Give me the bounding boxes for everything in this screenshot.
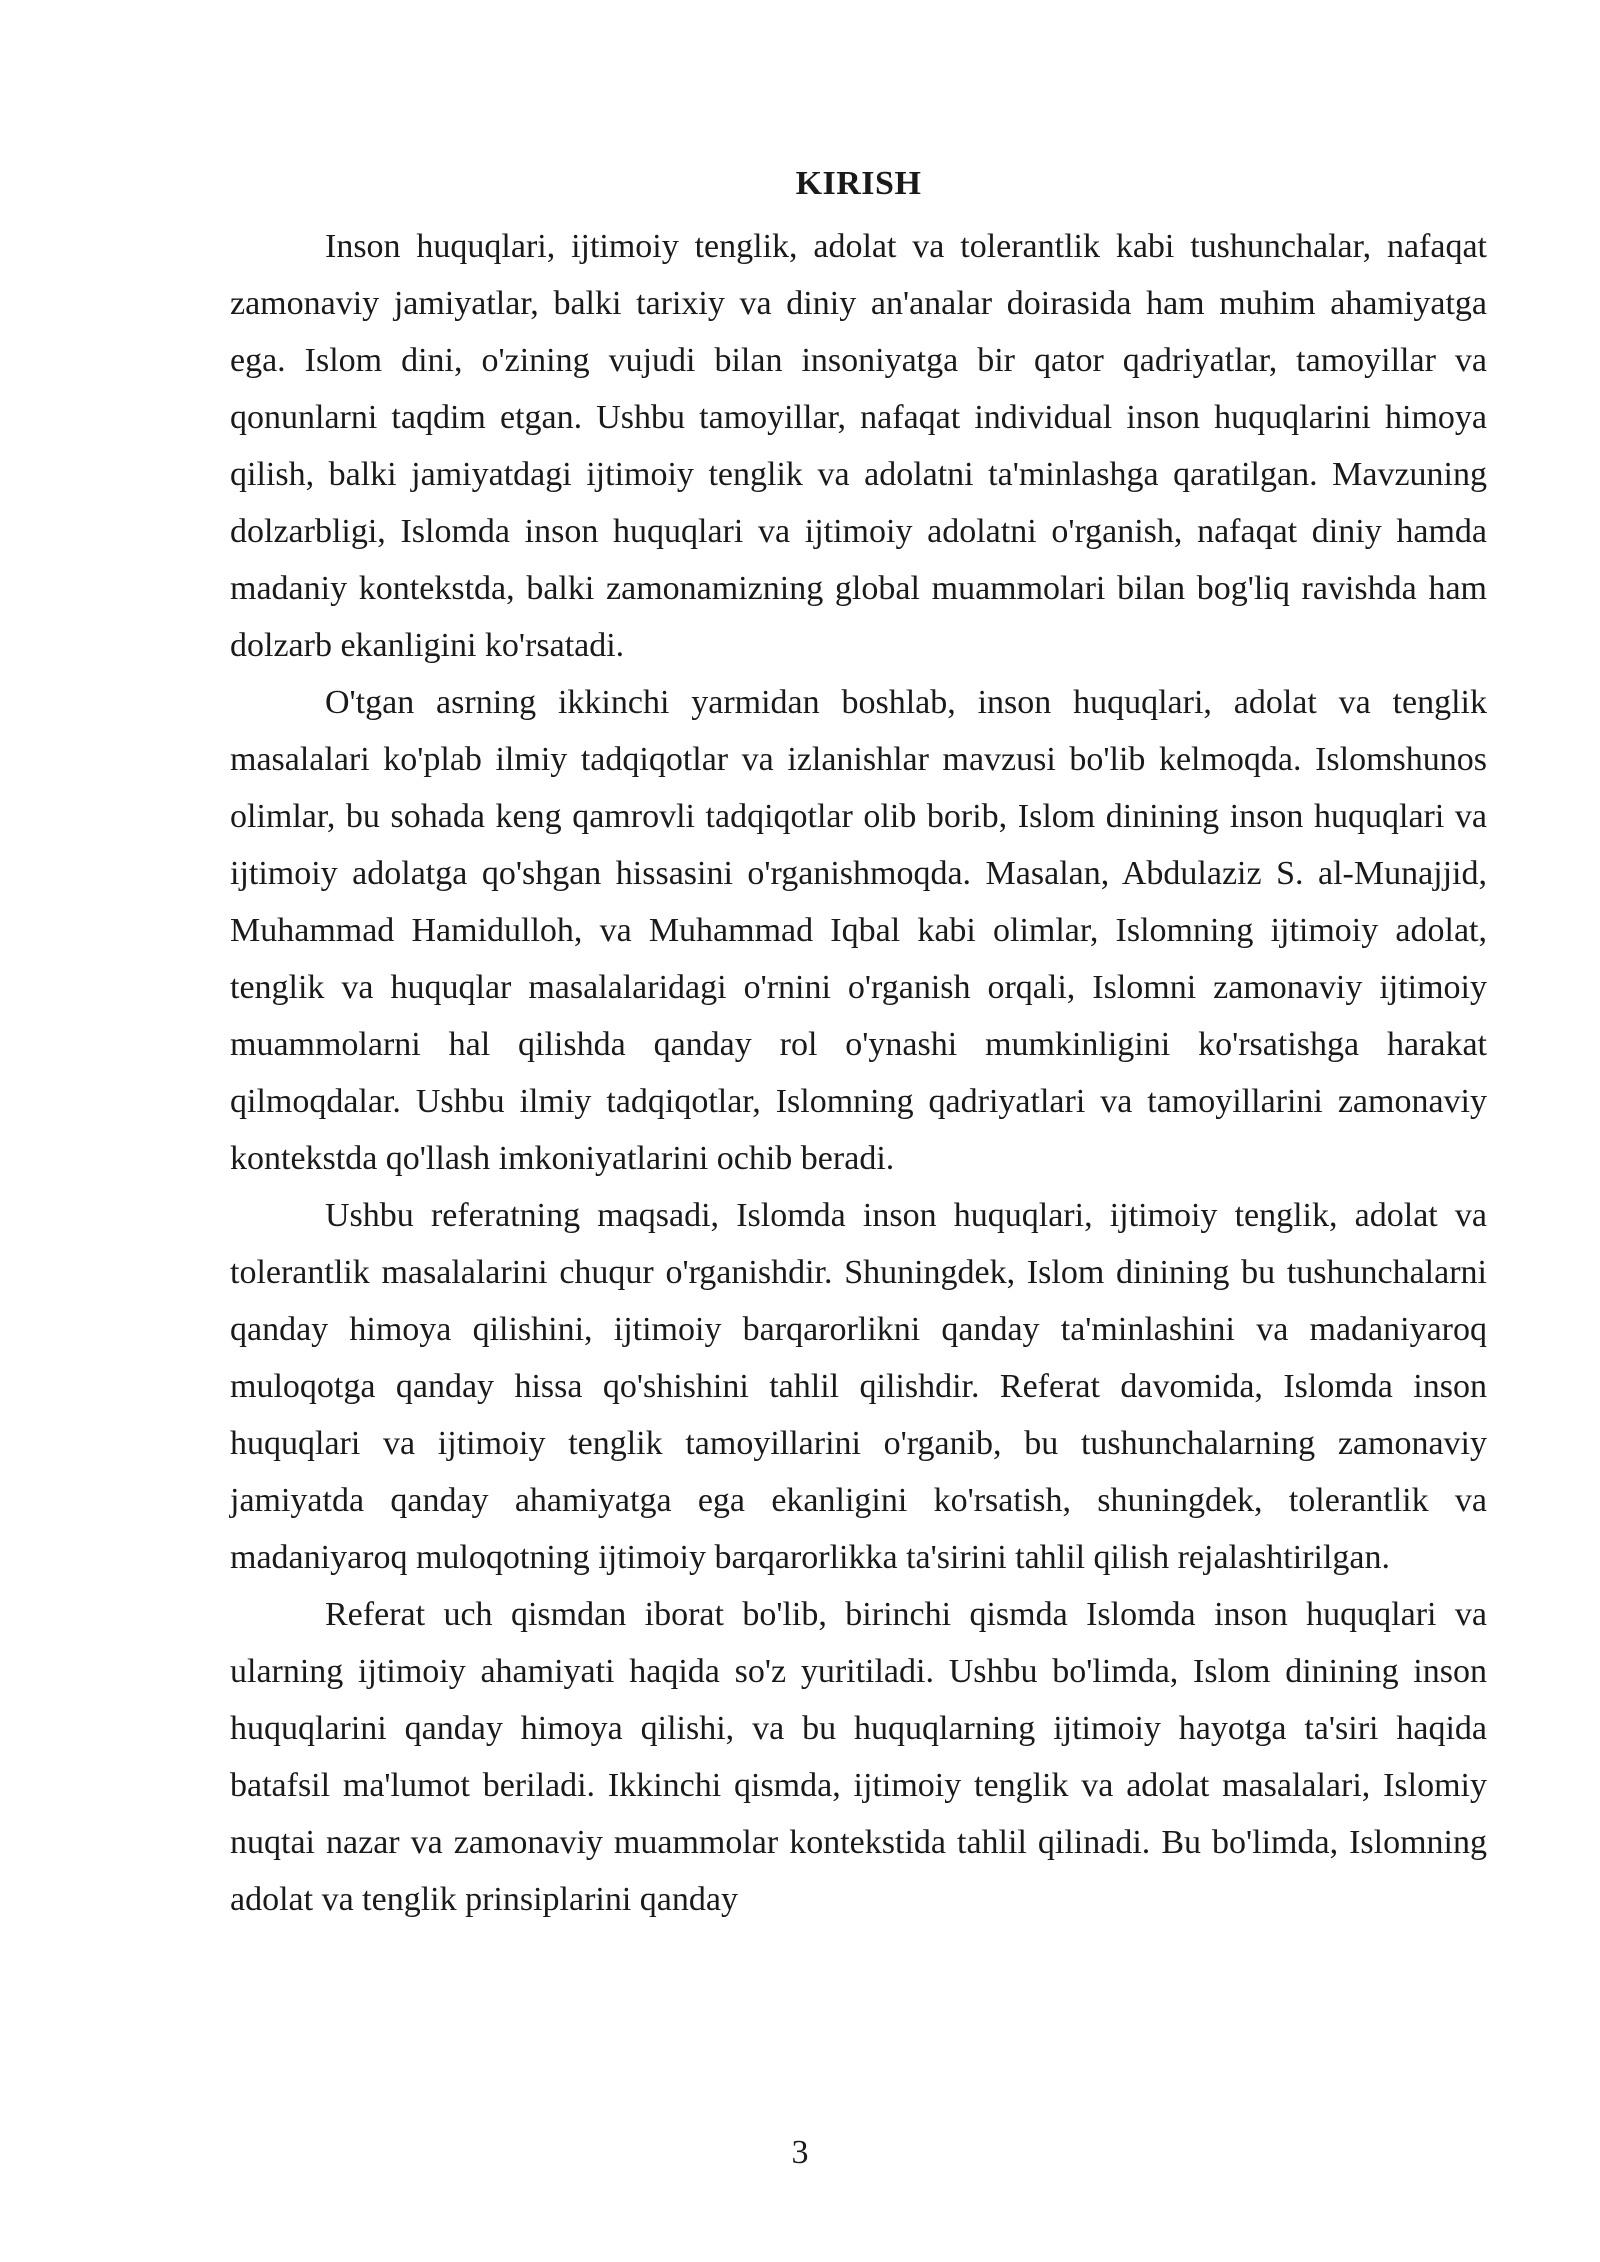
document-page xyxy=(230,150,1487,1928)
page-number: 3 xyxy=(791,2134,809,2171)
section-title: KIRISH xyxy=(795,165,922,202)
paragraph-3: Ushbu referatning maqsadi, Islomda inson huquqlari, ijtimoiy tenglik, adolat va tolerantlik masalalarini chuqur o'rganishdir. Shuningdek, Islom dinining bu tushunchalarni qanday himoya qilishini, ijtimoiy barqarorlikni qanday ta'minlashini va madaniyaroq muloqotga qanday hissa qo'shishini tahlil qilishdir. Referat davomida, Islomda inson huquqlari va ijtimoiy tenglik tamoyillarini o'rganib, bu tushunchalarning zamonaviy jamiyatda qanday ahamiyatga ega ekanligini ko'rsatish, shuningdek, tolerantlik va madaniyaroq muloqotning ijtimoiy barqarorlikka ta'sirini tahlil qilish rejalashtirilgan. xyxy=(230,1197,1487,1576)
paragraph-4: Referat uch qismdan iborat bo'lib, birinchi qismda Islomda inson huquqlari va ularning ijtimoiy ahamiyati haqida so'z yuritiladi. Ushbu bo'limda, Islom dinining inson huquqlarini qanday himoya qilishi, va bu huquqlarning ijtimoiy hayotga ta'siri haqida batafsil ma'lumot beriladi. Ikkinchi qismda, ijtimoiy tenglik va adolat masalalari, Islomiy nuqtai nazar va zamonaviy muammolar kontekstida tahlil qilinadi. Bu bo'limda, Islomning adolat va tenglik prinsiplarini qanday xyxy=(230,1596,1487,1918)
paragraph-2: O'tgan asrning ikkinchi yarmidan boshlab, inson huquqlari, adolat va tenglik masalalari ko'plab ilmiy tadqiqotlar va izlanishlar mavzusi bo'lib kelmoqda. Islomshunos olimlar, bu sohada keng qamrovli tadqiqotlar olib borib, Islom dinining inson huquqlari va ijtimoiy adolatga qo'shgan hissasini o'rganishmoqda. Masalan, Abdulaziz S. al-Munajjid, Muhammad Hamidulloh, va Muhammad Iqbal kabi olimlar, Islomning ijtimoiy adolat, tenglik va huquqlar masalalaridagi o'rnini o'rganish orqali, Islomni zamonaviy ijtimoiy muammolarni hal qilishda qanday rol o'ynashi mumkinligini ko'rsatishga harakat qilmoqdalar. Ushbu ilmiy tadqiqotlar, Islomning qadriyatlari va tamoyillarini zamonaviy kontekstda qo'llash imkoniyatlarini ochib beradi. xyxy=(230,684,1487,1177)
paragraph-1: Inson huquqlari, ijtimoiy tenglik, adolat va tolerantlik kabi tushunchalar, nafaqat zamonaviy jamiyatlar, balki tarixiy va diniy an'analar doirasida ham muhim ahamiyatga ega. Islom dini, o'zining vujudi bilan insoniyatga bir qator qadriyatlar, tamoyillar va qonunlarni taqdim etgan. Ushbu tamoyillar, nafaqat individual inson huquqlarini himoya qilish, balki jamiyatdagi ijtimoiy tenglik va adolatni ta'minlashga qaratilgan. Mavzuning dolzarbligi, Islomda inson huquqlari va ijtimoiy adolatni o'rganish, nafaqat diniy hamda madaniy kontekstda, balki zamonamizning global muammolari bilan bog'liq ravishda ham dolzarb ekanligini ko'rsatadi. xyxy=(230,228,1487,664)
